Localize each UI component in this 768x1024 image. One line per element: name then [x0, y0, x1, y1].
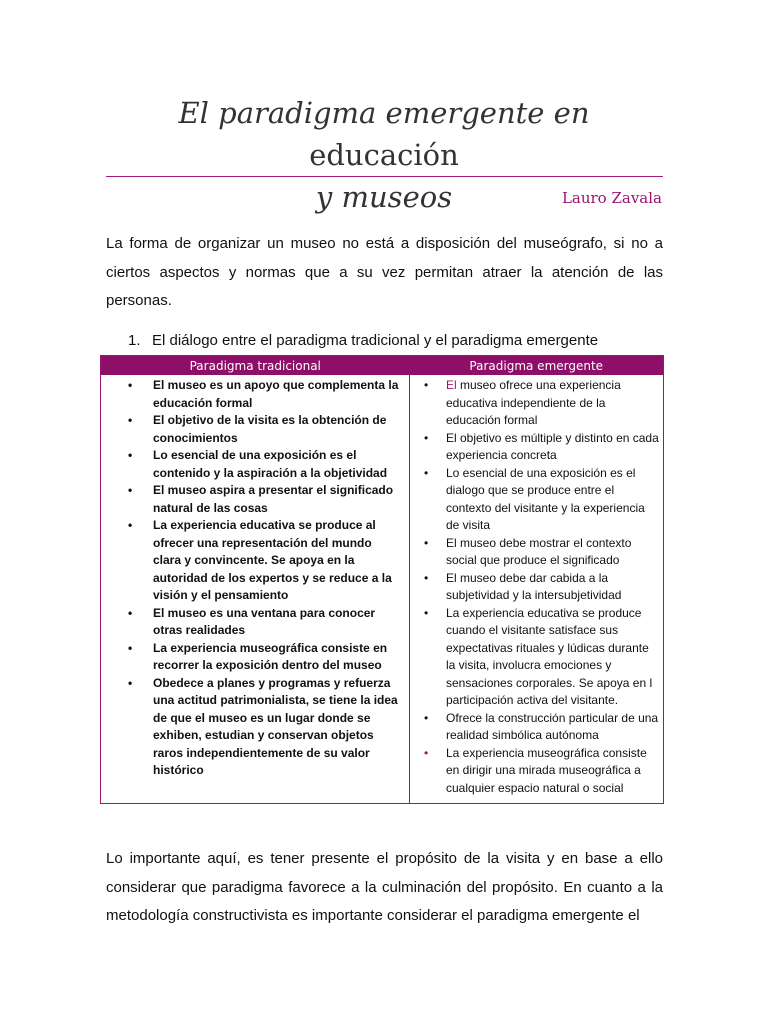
- list-item-text: El diálogo entre el paradigma tradicional y el paradigma emergente: [152, 332, 599, 349]
- bullet-icon: •: [128, 413, 133, 427]
- header-traditional: Paradigma tradicional: [101, 356, 410, 376]
- emergent-item: • El objetivo es múltiple y distinto en cada experiencia concreta: [424, 430, 659, 462]
- closing-paragraph: Lo importante aquí, es tener presente el propósito de la visita y en base a ello considerar que paradigma favorece a la culminación del propósito. En cuanto a la metodología constructivista es importante considerar el paradigma emergente el: [106, 850, 663, 924]
- traditional-item: • El objetivo de la visita es la obtención de conocimientos: [128, 413, 387, 445]
- emergent-item: • La experiencia educativa se produce cuando el visitante satisface sus expectativas rituales y lúdicas durante la visita, involucra emociones y sensaciones corporales. Se apoya en l participación activa del visitante.: [424, 605, 653, 707]
- author-name: Lauro Zavala: [561, 189, 662, 207]
- bullet-icon: •: [424, 605, 429, 620]
- bullet-icon: •: [424, 535, 429, 550]
- traditional-item: • El museo aspira a presentar el significado natural de las cosas: [128, 483, 394, 515]
- bullet-icon: •: [424, 745, 429, 760]
- bullet-icon: •: [128, 518, 133, 532]
- emergent-item: • El museo debe mostrar el contexto social que produce el significado: [424, 535, 632, 567]
- bullet-icon: •: [424, 378, 429, 392]
- comparison-table: [100, 355, 664, 804]
- traditional-list: [101, 377, 409, 780]
- traditional-item: • El museo es una ventana para conocer otras realidades: [128, 605, 376, 637]
- bullet-icon: •: [128, 378, 133, 392]
- bullet-icon: •: [128, 483, 133, 497]
- bullet-icon: •: [424, 570, 429, 585]
- traditional-item: • La experiencia educativa se produce al ofrecer una representación del mundo clara y convincente. Se apoya en la autoridad de los expertos y se reduce a la visión y el pensamiento: [128, 518, 392, 602]
- bullet-icon: •: [128, 675, 133, 690]
- bullet-icon: •: [128, 640, 133, 655]
- title-italic-part: El paradigma emergente en: [178, 96, 590, 130]
- bullet-icon: •: [424, 430, 429, 445]
- header-emergent: Paradigma emergente: [410, 356, 664, 376]
- emergent-item: • El museo ofrece una experiencia educativa independiente de la educación formal: [424, 378, 621, 427]
- emergent-list: [410, 377, 663, 797]
- intro-paragraph: La forma de organizar un museo no está a disposición del museógrafo, si no a ciertos aspectos y normas que a su vez permitan atraer la atención de las personas.: [106, 235, 663, 309]
- traditional-item: • Obedece a planes y programas y refuerza una actitud patrimonialista, se tiene la idea de que el museo es un lugar donde se exhiben, estudian y conservan objetos raros independientemente de su valor histórico: [128, 675, 398, 777]
- emergent-item: • La experiencia museográfica consiste en dirigir una mirada museográfica a cualquier espacio natural o social: [424, 745, 647, 795]
- traditional-item: • Lo esencial de una exposición es el contenido y la aspiración a la objetividad: [128, 448, 388, 480]
- emergent-item: • El museo debe dar cabida a la subjetividad y la intersubjetividad: [424, 570, 622, 602]
- numbered-list-item: [128, 332, 598, 349]
- bullet-icon: •: [424, 710, 429, 725]
- traditional-item: • La experiencia museográfica consiste en recorrer la exposición dentro del museo: [128, 640, 388, 672]
- traditional-column: [101, 375, 410, 804]
- emergent-column: [410, 375, 664, 804]
- title-line2: y museos: [315, 180, 453, 214]
- bullet-icon: •: [128, 448, 133, 462]
- emergent-item: • Ofrece la construcción particular de una realidad simbólica autónoma: [424, 710, 659, 742]
- title-normal-part: educación: [309, 138, 459, 172]
- list-number: 1.: [128, 332, 141, 349]
- title-divider: [106, 176, 663, 177]
- bullet-icon: •: [128, 605, 133, 620]
- traditional-item: • El museo es un apoyo que complementa la educación formal: [128, 378, 399, 410]
- bullet-icon: •: [424, 465, 429, 480]
- emergent-item: • Lo esencial de una exposición es el dialogo que se produce entre el contexto del visitante y la experiencia de visita: [424, 465, 645, 532]
